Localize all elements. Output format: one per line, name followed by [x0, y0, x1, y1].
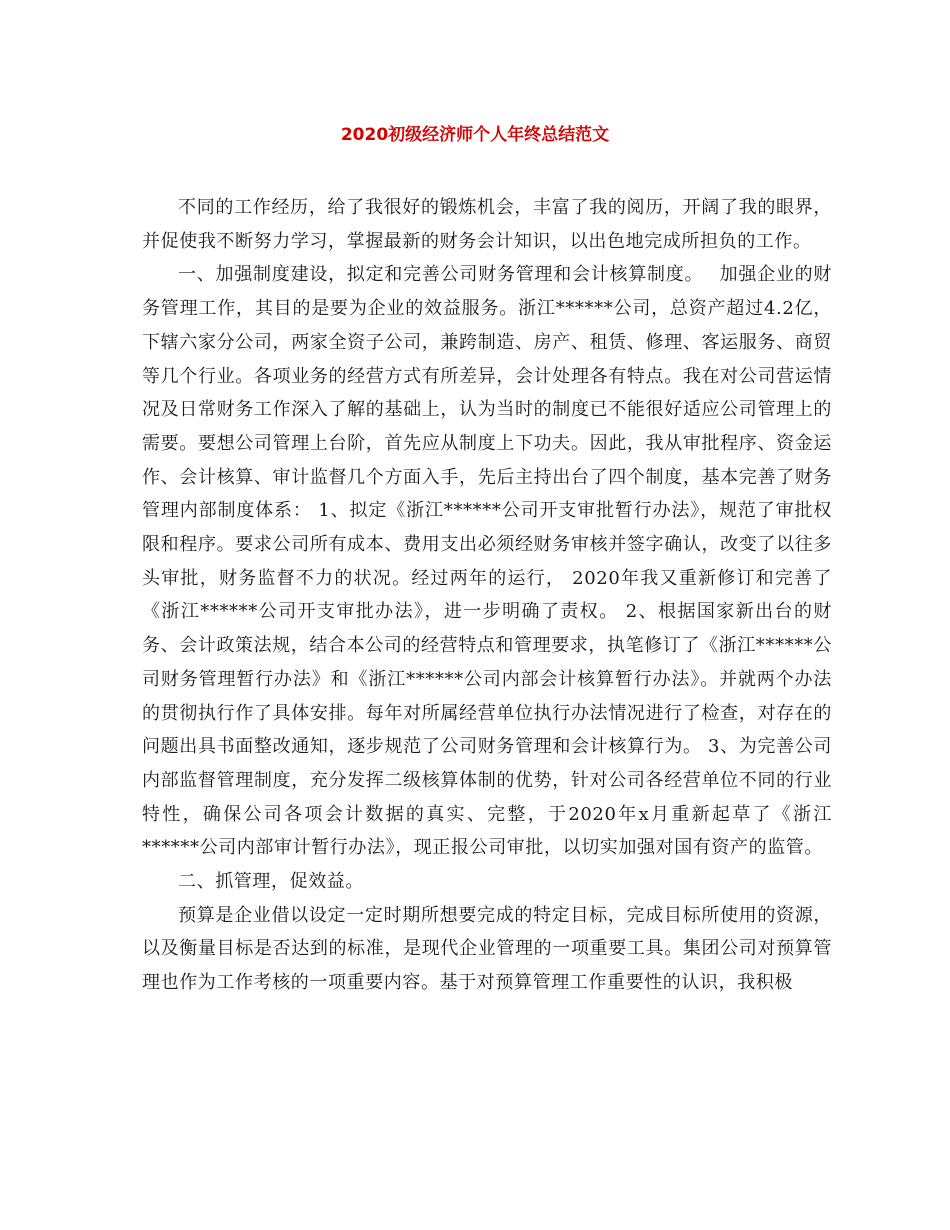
paragraph-section-one: 一、加强制度建设，拟定和完善公司财务管理和会计核算制度。 加强企业的财务管理工作，其目的是要为企业的效益服务。浙江******公司，总资产超过4.2亿，下辖六家分公司，两家全资子公司，兼跨制造、房产、租赁、修理、客运服务、商贸等几个行业。各项业务的经营方式有所差异，会计处理各有特点。我在对公司营运情况及日常财务工作深入了解的基础上，认为当时的制度已不能很好适应公司管理上的需要。要想公司管理上台阶，首先应从制度上下功夫。因此，我从审批程序、资金运作、会计核算、审计监督几个方面入手，先后主持出台了四个制度，基本完善了财务管理内部制度体系： 1、拟定《浙江******公司开支审批暂行办法》，规范了审批权限和程序。要求公司所有成本、费用支出必须经财务审核并签字确认，改变了以往多头审批，财务监督不力的状况。经过两年的运行， 2020年我又重新修订和完善了《浙江******公司开支审批办法》，进一步明确了责权。 2、根据国家新出台的财务、会计政策法规，结合本公司的经营特点和管理要求，执笔修订了《浙江******公司财务管理暂行办法》和《浙江******公司内部会计核算暂行办法》。并就两个办法的贯彻执行作了具体安排。每年对所属经营单位执行办法情况进行了检查，对存在的问题出具书面整改通知，逐步规范了公司财务管理和会计核算行为。 3、为完善公司内部监督管理制度，充分发挥二级核算体制的优势，针对公司各经营单位不同的行业特性，确保公司各项会计数据的真实、完整，于2020年x月重新起草了《浙江******公司内部审计暂行办法》，现正报公司审批，以切实加强对国有资产的监管。: [142, 264, 832, 859]
heading-section-two: 二、抓管理，促效益。: [178, 871, 364, 893]
document-title: 2020初级经济师个人年终总结范文: [340, 125, 610, 145]
paragraph-intro: 不同的工作经历，给了我很好的锻炼机会，丰富了我的阅历，开阔了我的眼界，并促使我不断努力学习，掌握最新的财务会计知识，以出色地完成所担负的工作。: [142, 197, 832, 252]
paragraph-budget: 预算是企业借以设定一定时期所想要完成的特定目标，完成目标所使用的资源，以及衡量目标是否达到的标准，是现代企业管理的一项重要工具。集团公司对预算管理也作为工作考核的一项重要内容。基于对预算管理工作重要性的认识，我积极: [142, 904, 832, 994]
document-body: [142, 191, 832, 1000]
